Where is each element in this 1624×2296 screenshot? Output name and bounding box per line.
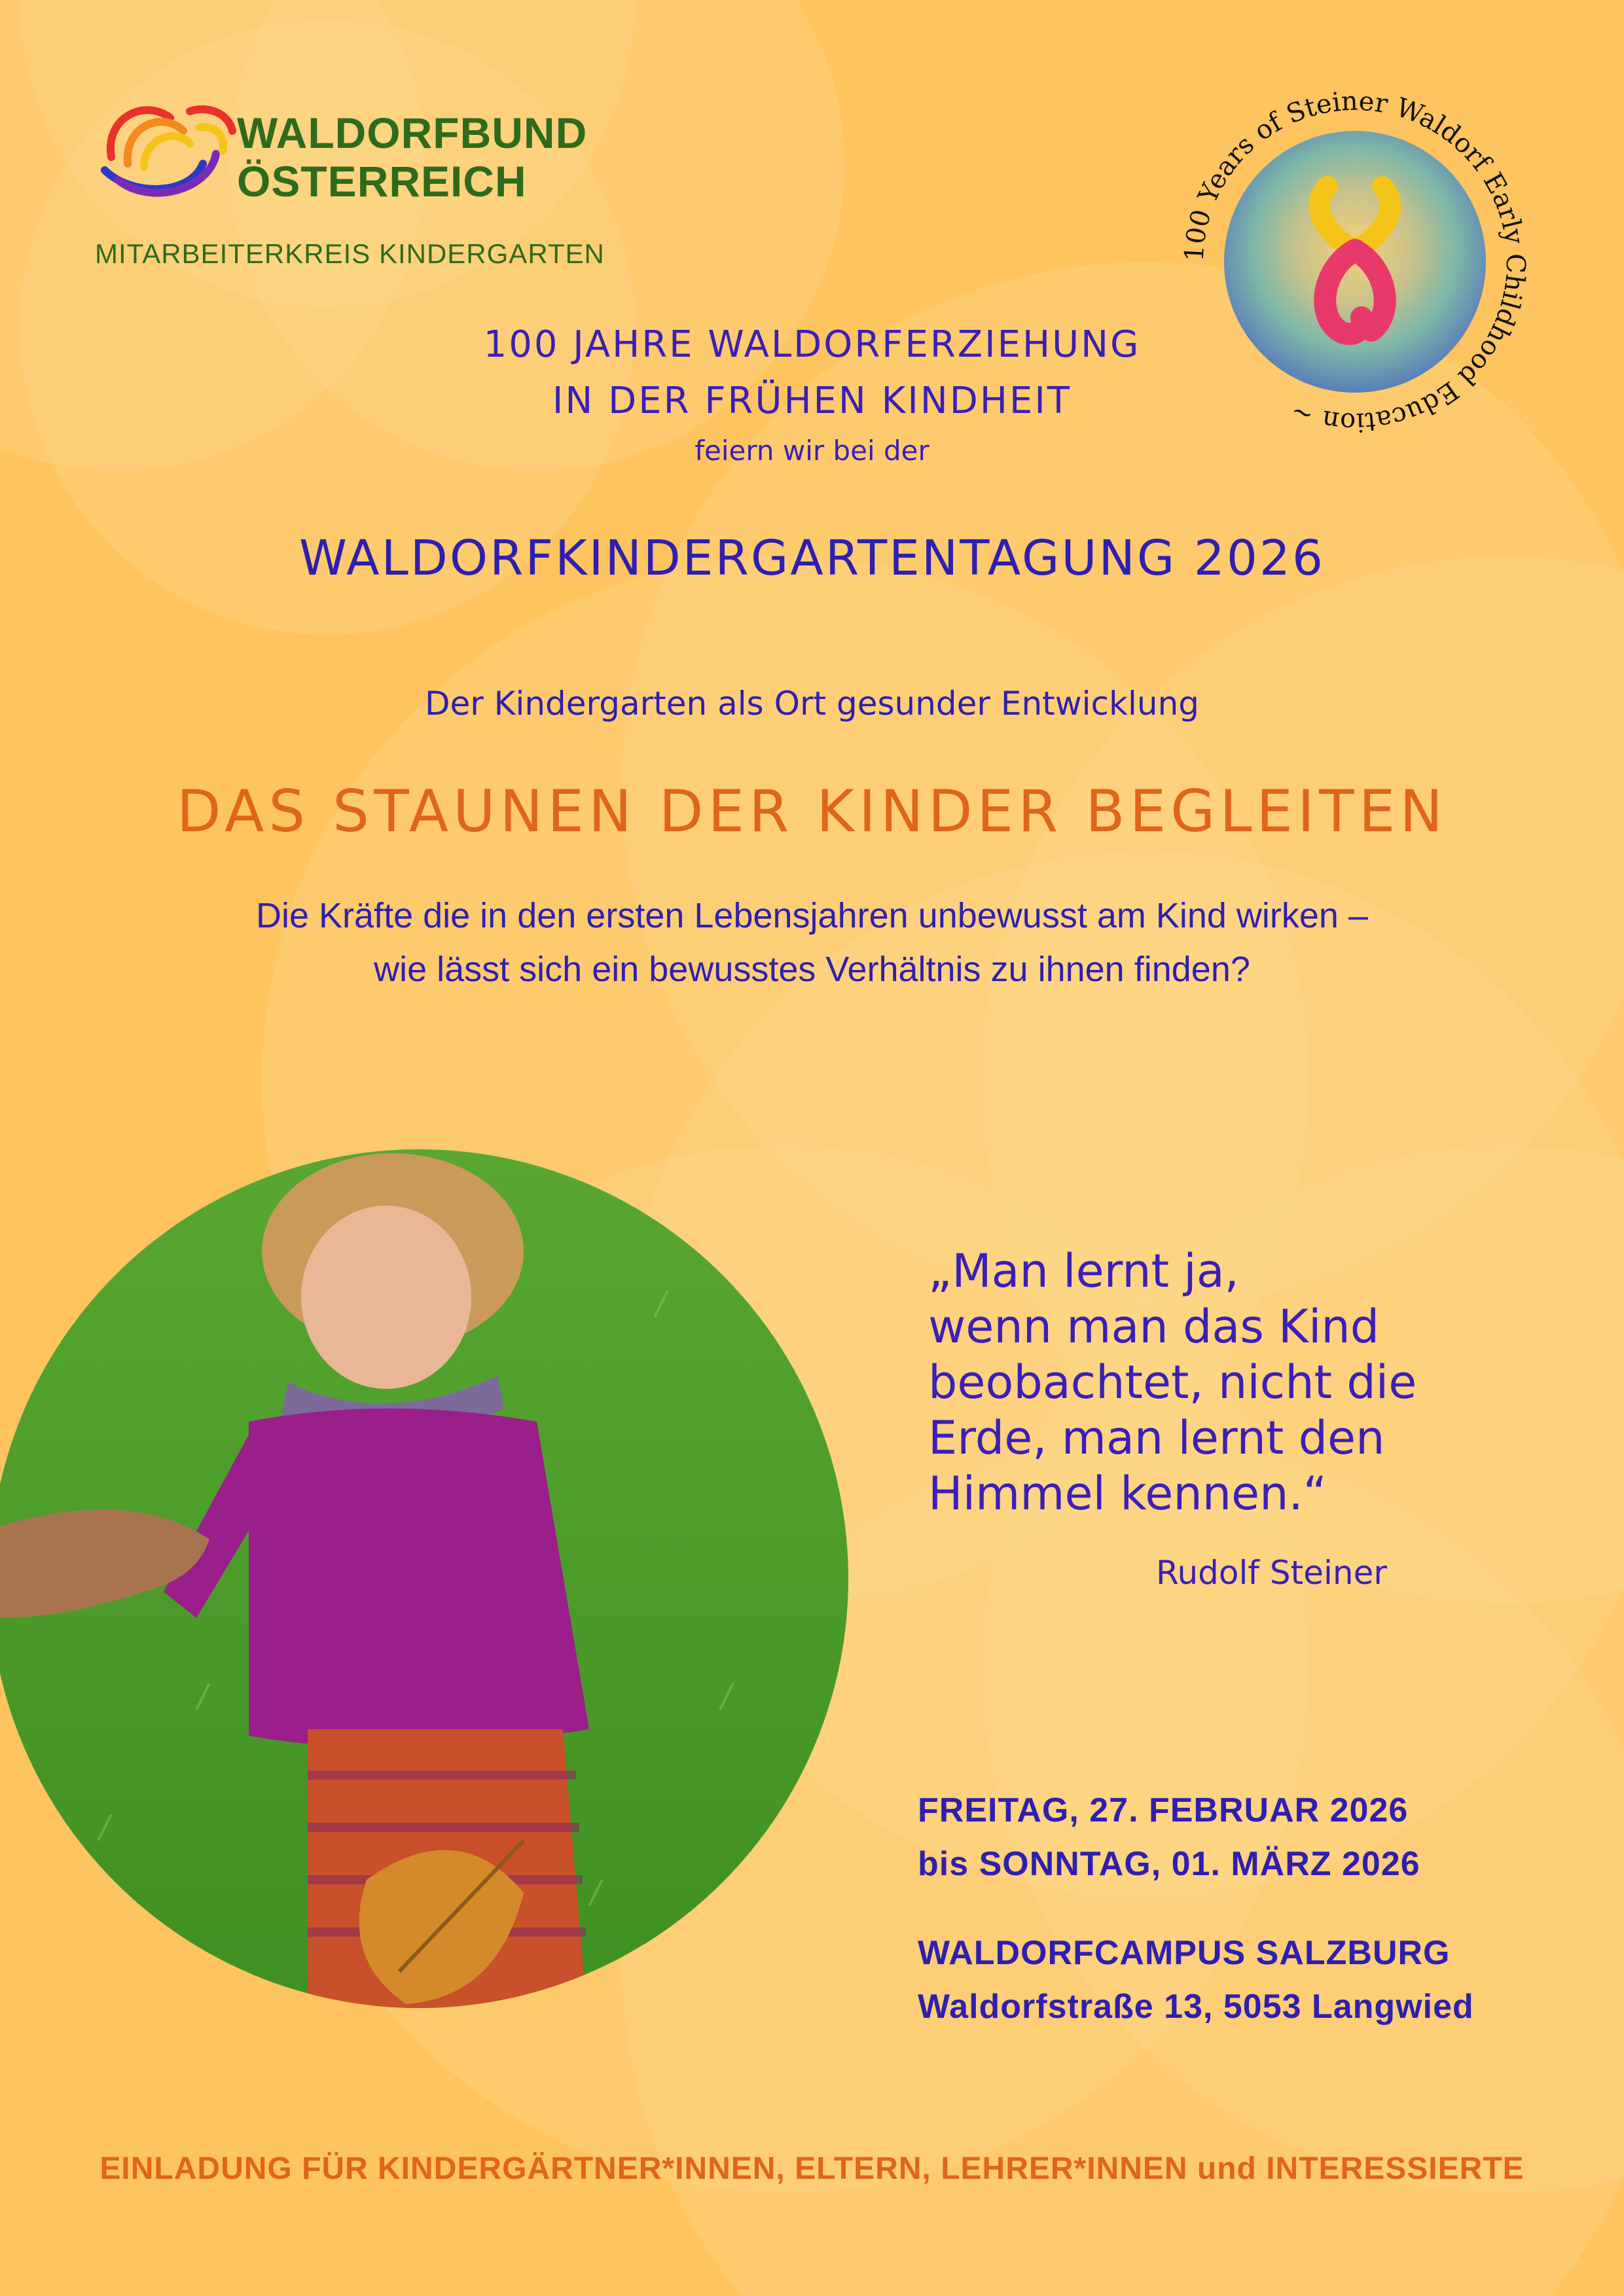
quote (928, 1244, 1416, 1522)
quote-author: Rudolf Steiner (1156, 1554, 1387, 1592)
date-start: FREITAG, 27. FEBRUAR 2026 (918, 1791, 1409, 1829)
header-line-3: feiern wir bei der (695, 435, 929, 467)
child-face (301, 1206, 471, 1389)
question-line-1: Die Kräfte die in den ersten Lebensjahren unbewusst am Kind wirken – (256, 896, 1368, 935)
venue-address: Waldorfstraße 13, 5053 Langwied (918, 1988, 1474, 2026)
event-subtitle: Der Kindergarten als Ort gesunder Entwicklung (424, 685, 1200, 723)
waldorfbund-logo-icon (92, 92, 242, 209)
headline: DAS STAUNEN DER KINDER BEGLEITEN (176, 778, 1448, 845)
brand-name-line2: ÖSTERREICH (237, 157, 527, 206)
invitation-footer: EINLADUNG FÜR KINDERGÄRTNER*INNEN, ELTERN, LEHRER*INNEN und INTERESSIERTE (99, 2151, 1525, 2186)
quote-line: wenn man das Kind (928, 1300, 1380, 1354)
event-title: WALDORFKINDERGARTENTAGUNG 2026 (298, 530, 1326, 586)
brand-name-line1: WALDORFBUND (237, 109, 588, 157)
date-end: bis SONNTAG, 01. MÄRZ 2026 (918, 1845, 1420, 1883)
quote-line: Erde, man lernt den (928, 1411, 1385, 1465)
question-line-2: wie lässt sich ein bewusstes Verhältnis zu ihnen finden? (374, 950, 1250, 989)
quote-line: Himmel kennen.“ (928, 1467, 1327, 1520)
child-photo (0, 1121, 851, 2037)
quote-line: „Man lernt ja, (928, 1244, 1239, 1298)
quote-line: beobachtet, nicht die (928, 1355, 1417, 1409)
brand-subtitle: MITARBEITERKREIS KINDERGARTEN (95, 238, 605, 269)
header-line-2: IN DER FRÜHEN KINDHEIT (552, 380, 1072, 422)
header-line-1: 100 JAHRE WALDORFERZIEHUNG (483, 323, 1141, 366)
seal-ring-text: 100 Years of Steiner Waldorf Early Childhood Education ~ (1179, 86, 1531, 438)
venue-name: WALDORFCAMPUS SALZBURG (918, 1934, 1451, 1972)
